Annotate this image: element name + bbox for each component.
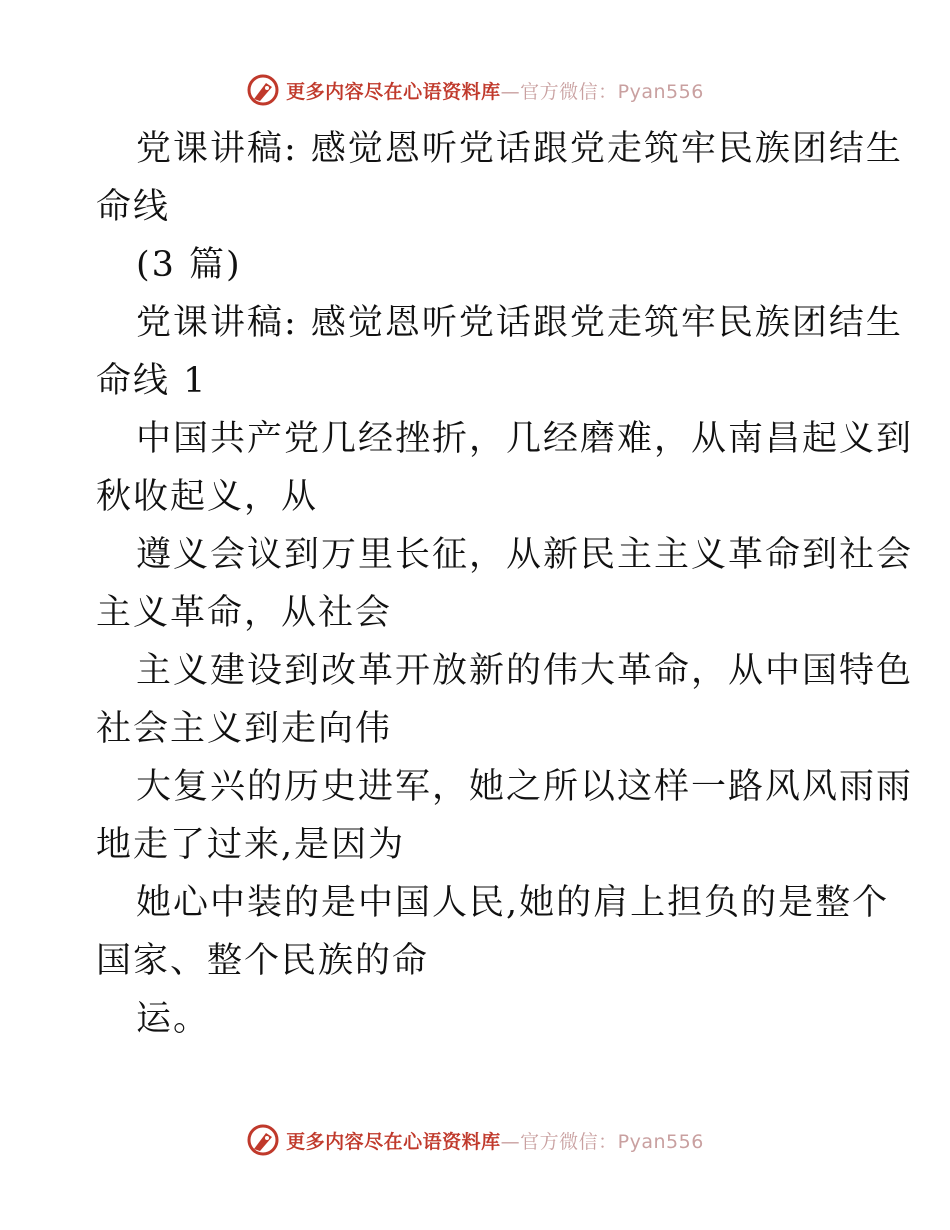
body-line: 中国共产党几经挫折，几经磨难，从南昌起义到	[136, 419, 914, 459]
body-line: 地走了过来,是因为	[96, 825, 406, 865]
body-line: 秋收起义，从	[96, 477, 319, 517]
count-line: (3 篇)	[136, 245, 242, 285]
body-line: 遵义会议到万里长征，从新民主主义革命到社会	[136, 535, 914, 575]
title-line-1: 党课讲稿: 感觉恩听党话跟党走筑牢民族团结生	[136, 129, 903, 169]
body-line: 她心中装的是中国人民,她的肩上担负的是整个	[136, 883, 890, 923]
body-line: 主义建设到改革开放新的伟大革命，从中国特色	[136, 651, 914, 691]
header-banner-text	[286, 77, 704, 104]
body-line: 社会主义到走向伟	[96, 709, 393, 749]
pen-nib-logo-icon	[246, 73, 280, 107]
header-banner-lead: 更多内容尽在心语资料库	[286, 80, 501, 103]
section-title-line-2: 命线 1	[96, 361, 208, 401]
pen-nib-logo-icon	[246, 1123, 280, 1157]
title-line-2: 命线	[96, 187, 171, 227]
body-line: 运。	[136, 999, 211, 1039]
header-banner	[0, 70, 950, 110]
footer-banner	[0, 1120, 950, 1160]
section-title-line-1: 党课讲稿: 感觉恩听党话跟党走筑牢民族团结生	[136, 303, 903, 343]
document-body	[96, 120, 914, 1048]
body-line: 国家、整个民族的命	[96, 941, 430, 981]
header-banner-rest: —官方微信：Pyan556	[500, 80, 704, 103]
body-line: 大复兴的历史进军，她之所以这样一路风风雨雨	[136, 767, 914, 807]
footer-banner-lead: 更多内容尽在心语资料库	[286, 1130, 501, 1153]
footer-banner-text	[286, 1127, 704, 1154]
body-line: 主义革命，从社会	[96, 593, 393, 633]
footer-banner-rest: —官方微信：Pyan556	[500, 1130, 704, 1153]
